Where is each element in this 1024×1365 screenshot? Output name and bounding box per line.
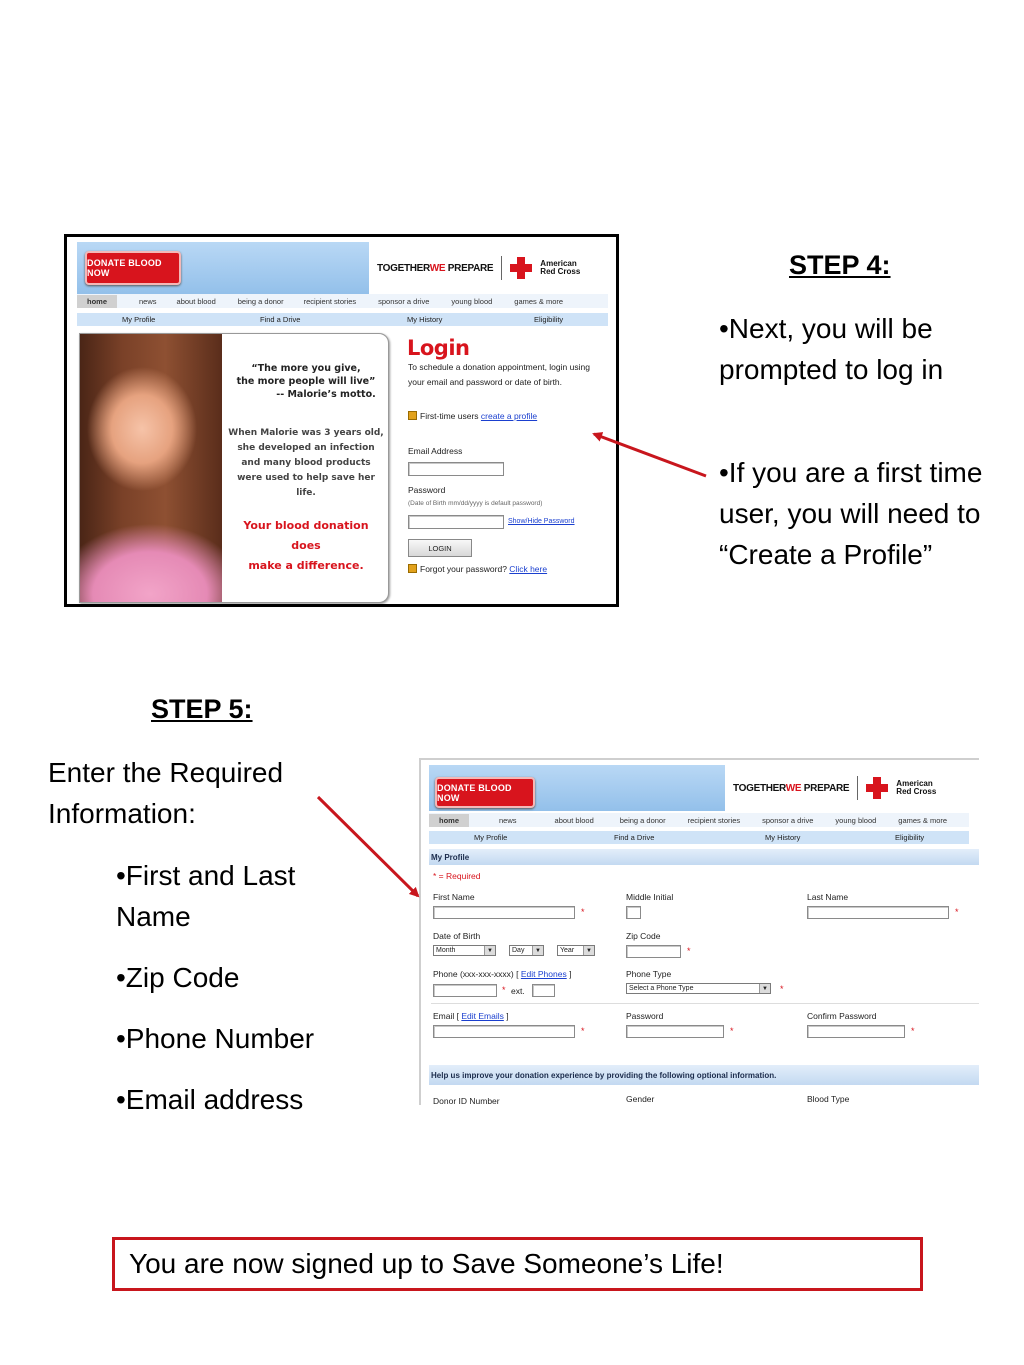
step-5-item-name: •First and Last Name: [116, 860, 296, 932]
required-asterisk: *: [730, 1026, 734, 1036]
together-we-prepare-logo-2: TOGETHERWE PREPARE: [733, 782, 850, 794]
subnav-eligibility-2[interactable]: Eligibility: [895, 833, 925, 842]
login-title: Login: [407, 336, 470, 360]
step-4-title: STEP 4:: [789, 250, 891, 280]
arrow-to-first-name: [318, 797, 418, 896]
nav-recipient-stories-2[interactable]: recipient stories: [687, 815, 741, 825]
first-time-users-line: First-time users create a profile: [408, 411, 537, 421]
login-description-1: To schedule a donation appointment, login using: [408, 362, 590, 372]
american-red-cross-wordmark-2: American Red Cross: [896, 779, 937, 796]
required-asterisk: *: [581, 1026, 585, 1036]
edit-phones-link[interactable]: Edit Phones: [520, 969, 567, 979]
gender-label: Gender: [626, 1094, 655, 1104]
nav-about-blood-2[interactable]: about blood: [554, 815, 594, 825]
first-name-label: First Name: [433, 892, 475, 902]
nav-news-2[interactable]: news: [499, 815, 517, 825]
dob-day-select[interactable]: Day ▼: [509, 945, 544, 956]
subnav-eligibility[interactable]: Eligibility: [534, 315, 564, 324]
phone-type-select[interactable]: Select a Phone Type ▼: [626, 983, 771, 994]
password-label: Password: [408, 485, 446, 495]
ext-label: ext.: [511, 986, 525, 996]
subnav-find-a-drive[interactable]: Find a Drive: [260, 315, 301, 324]
step-5-title: STEP 5:: [151, 694, 253, 724]
step-4-bullet-1: •Next, you will be prompted to log in: [719, 313, 944, 385]
create-a-profile-link[interactable]: create a profile: [480, 411, 538, 421]
login-description-2: your email and password or date of birth.: [408, 377, 563, 387]
click-here-link[interactable]: Click here: [509, 564, 548, 574]
subnav-my-history-2[interactable]: My History: [765, 833, 801, 842]
required-note: * = Required: [433, 871, 481, 881]
american-red-cross-wordmark: American Red Cross: [540, 259, 581, 276]
donate-blood-now-button[interactable]: DONATE BLOOD NOW: [85, 251, 181, 285]
required-asterisk: *: [955, 907, 959, 917]
donate-blood-now-button-2[interactable]: DONATE BLOOD NOW: [435, 777, 535, 808]
step-5-item-phone: •Phone Number: [116, 1023, 315, 1054]
dob-year-select[interactable]: Year ▼: [557, 945, 595, 956]
required-asterisk: *: [780, 984, 784, 994]
email-address-label: Email Address: [408, 446, 463, 456]
nav-young-blood-2[interactable]: young blood: [835, 815, 877, 825]
required-asterisk: *: [687, 946, 691, 956]
my-profile-section-title: My Profile: [429, 849, 979, 865]
nav-games-and-more-2[interactable]: games & more: [898, 815, 948, 825]
phone-type-label: Phone Type: [626, 969, 672, 979]
nav-about-blood[interactable]: about blood: [176, 296, 216, 306]
required-asterisk: *: [911, 1026, 915, 1036]
login-button[interactable]: LOGIN: [408, 539, 472, 557]
phone-label: Phone (xxx-xxx-xxxx) [ Edit Phones ]: [433, 969, 572, 979]
show-hide-password-link[interactable]: Show/Hide Password: [508, 518, 575, 525]
required-asterisk: *: [502, 985, 506, 995]
step-5-item-zip: •Zip Code: [116, 962, 240, 993]
nav-recipient-stories[interactable]: recipient stories: [303, 296, 357, 306]
subnav-my-history[interactable]: My History: [407, 315, 443, 324]
subnav-my-profile-2[interactable]: My Profile: [474, 833, 508, 842]
nav-sponsor-a-drive[interactable]: sponsor a drive: [378, 296, 430, 306]
promo-cta: Your blood donation does make a difference.: [243, 519, 369, 572]
donor-id-label: Donor ID Number: [433, 1096, 500, 1105]
step-5-item-email: •Email address: [116, 1084, 304, 1115]
optional-info-bar: Help us improve your donation experience by providing the following optional information.: [429, 1065, 979, 1085]
nav-being-a-donor-2[interactable]: being a donor: [619, 815, 666, 825]
blood-type-label: Blood Type: [807, 1094, 850, 1104]
arrow-to-create-profile: [594, 434, 706, 476]
zip-code-label: Zip Code: [626, 931, 661, 941]
required-asterisk: *: [581, 907, 585, 917]
middle-initial-label: Middle Initial: [626, 892, 674, 902]
password-label-2: Password: [626, 1011, 664, 1021]
together-we-prepare-logo: TOGETHERWE PREPARE: [377, 262, 494, 274]
subnav-find-a-drive-2[interactable]: Find a Drive: [614, 833, 655, 842]
last-name-label: Last Name: [807, 892, 849, 902]
nav-news[interactable]: news: [139, 296, 157, 306]
edit-emails-link[interactable]: Edit Emails: [461, 1011, 504, 1021]
step-5-intro: Enter the Required Information:: [48, 757, 284, 829]
nav-games-and-more[interactable]: games & more: [514, 296, 564, 306]
promo-quote: “The more you give, the more people will live” -- Malorie’s motto.: [236, 363, 376, 400]
confirm-password-label: Confirm Password: [807, 1011, 877, 1021]
nav-home-2[interactable]: home: [429, 814, 469, 827]
chevron-down-icon: ▼: [532, 946, 543, 955]
forgot-password-line: Forgot your password? Click here: [408, 564, 547, 574]
date-of-birth-label: Date of Birth: [433, 931, 481, 941]
nav-young-blood[interactable]: young blood: [451, 296, 493, 306]
step-4-bullet-2: •If you are a first time user, you will need to “Create a Profile”: [719, 457, 983, 570]
nav-sponsor-a-drive-2[interactable]: sponsor a drive: [762, 815, 814, 825]
chevron-down-icon: ▼: [583, 946, 594, 955]
chevron-down-icon: ▼: [484, 946, 495, 955]
signed-up-banner: You are now signed up to Save Someone’s Life!: [112, 1237, 923, 1291]
promo-story: When Malorie was 3 years old, she developed an infection and many blood products were used to help save her life.: [228, 428, 384, 498]
dob-month-select[interactable]: Month ▼: [433, 945, 496, 956]
email-label: Email [ Edit Emails ]: [433, 1011, 509, 1021]
subnav-my-profile[interactable]: My Profile: [122, 315, 156, 324]
nav-home[interactable]: home: [77, 295, 117, 308]
password-hint: (Date of Birth mm/dd/yyyy is default password): [408, 500, 543, 507]
chevron-down-icon: ▼: [759, 984, 770, 993]
nav-being-a-donor[interactable]: being a donor: [237, 296, 284, 306]
